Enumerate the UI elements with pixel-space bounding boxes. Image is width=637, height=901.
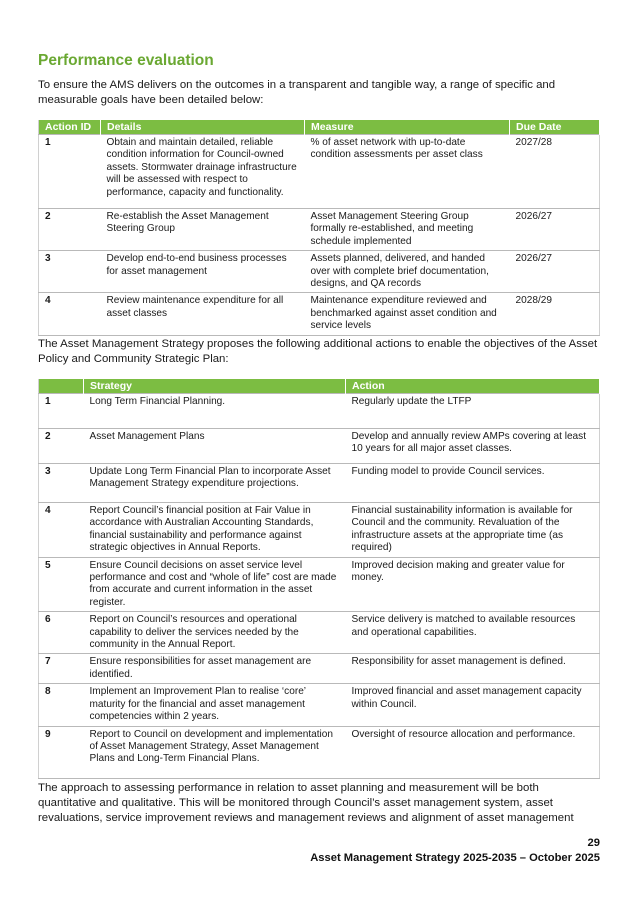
- row-number-cell: 5: [39, 557, 84, 612]
- due-date-cell: 2026/27: [510, 209, 600, 251]
- strategy-cell: Long Term Financial Planning.: [84, 394, 346, 429]
- action-cell: Improved decision making and greater value for money.: [346, 557, 600, 612]
- table-row: [39, 612, 600, 654]
- action-cell: Oversight of resource allocation and performance.: [346, 726, 600, 778]
- row-number-cell: 9: [39, 726, 84, 778]
- goals-header-row: [39, 120, 600, 135]
- action-id-cell: 1: [39, 135, 101, 209]
- col-header-details: Details: [101, 120, 305, 135]
- row-number-cell: 1: [39, 394, 84, 429]
- action-cell: Service delivery is matched to available resources and operational capabilities.: [346, 612, 600, 654]
- table-row: [39, 293, 600, 335]
- actions-header-row: [39, 379, 600, 394]
- details-cell: Re-establish the Asset Management Steering Group: [101, 209, 305, 251]
- page-number: 29: [587, 837, 600, 849]
- table-row: [39, 394, 600, 429]
- strategy-cell: Report to Council on development and implementation of Asset Management Strategy, Asset Management Plans and Long-Term Financial Plans.: [84, 726, 346, 778]
- measure-cell: Asset Management Steering Group formally re-established, and meeting schedule implemented: [305, 209, 510, 251]
- details-cell: Develop end-to-end business processes for asset management: [101, 251, 305, 293]
- row-number-cell: 3: [39, 464, 84, 503]
- action-cell: Regularly update the LTFP: [346, 394, 600, 429]
- col-header-due-date: Due Date: [510, 120, 600, 135]
- strategy-cell: Implement an Improvement Plan to realise ‘core’ maturity for the financial and asset management competencies within 2 years.: [84, 684, 346, 726]
- col-header-action: Action: [346, 379, 600, 394]
- row-number-cell: 8: [39, 684, 84, 726]
- intro-paragraph: To ensure the AMS delivers on the outcomes in a transparent and tangible way, a range of specific and measurable goals have been detailed below:: [38, 79, 556, 106]
- due-date-cell: 2028/29: [510, 293, 600, 335]
- action-id-cell: 4: [39, 293, 101, 335]
- col-header-number: [39, 379, 84, 394]
- goals-table: [38, 120, 600, 336]
- details-cell: Review maintenance expenditure for all asset classes: [101, 293, 305, 335]
- col-header-measure: Measure: [305, 120, 510, 135]
- col-header-strategy: Strategy: [84, 379, 346, 394]
- table-row: [39, 135, 600, 209]
- action-id-cell: 3: [39, 251, 101, 293]
- table-row: [39, 209, 600, 251]
- table-row: [39, 503, 600, 558]
- row-number-cell: 2: [39, 429, 84, 464]
- col-header-action-id: Action ID: [39, 120, 101, 135]
- table-row: [39, 429, 600, 464]
- row-number-cell: 6: [39, 612, 84, 654]
- table-row: [39, 654, 600, 684]
- table-row: [39, 726, 600, 778]
- action-id-cell: 2: [39, 209, 101, 251]
- actions-table: [38, 379, 600, 779]
- row-number-cell: 4: [39, 503, 84, 558]
- strategy-cell: Ensure responsibilities for asset management are identified.: [84, 654, 346, 684]
- measure-cell: Maintenance expenditure reviewed and benchmarked against asset condition and service levels: [305, 293, 510, 335]
- strategy-cell: Report on Council’s resources and operational capability to deliver the services needed by the community in the Annual Report.: [84, 612, 346, 654]
- table-row: [39, 557, 600, 612]
- measure-cell: Assets planned, delivered, and handed over with complete brief documentation, designs, and QA records: [305, 251, 510, 293]
- due-date-cell: 2027/28: [510, 135, 600, 209]
- action-cell: Responsibility for asset management is defined.: [346, 654, 600, 684]
- table-row: [39, 251, 600, 293]
- strategy-cell: Update Long Term Financial Plan to incorporate Asset Management Strategy expenditure projections.: [84, 464, 346, 503]
- due-date-cell: 2026/27: [510, 251, 600, 293]
- section-heading: Performance evaluation: [38, 52, 214, 69]
- row-number-cell: 7: [39, 654, 84, 684]
- details-cell: Obtain and maintain detailed, reliable condition information for Council-owned assets. Stormwater drainage infrastructure will be assessed with respect to performance, capacity and functionality.: [101, 135, 305, 209]
- action-cell: Funding model to provide Council services.: [346, 464, 600, 503]
- action-cell: Financial sustainability information is available for Council and the community. Revaluation of the infrastructure assets at the appropriate time (as required): [346, 503, 600, 558]
- action-cell: Improved financial and asset management capacity within Council.: [346, 684, 600, 726]
- strategy-cell: Report Council’s financial position at Fair Value in accordance with Australian Accounting Standards, financial sustainability and performance against strategic objectives in Annual Reports.: [84, 503, 346, 558]
- strategy-cell: Ensure Council decisions on asset service level performance and cost and “whole of life” cost are made from accurate and current information in the asset register.: [84, 557, 346, 612]
- action-cell: Develop and annually review AMPs covering at least 10 years for all major asset classes.: [346, 429, 600, 464]
- measure-cell: % of asset network with up-to-date condition assessments per asset class: [305, 135, 510, 209]
- actions-intro-paragraph: The Asset Management Strategy proposes the following additional actions to enable the objectives of the Asset Policy and Community Strategic Plan:: [38, 338, 598, 365]
- closing-paragraph: The approach to assessing performance in relation to asset planning and measurement will be both quantitative and qualitative. This will be monitored through Council’s asset management system, asset revaluations, service improvement reviews and management reviews and alignment of asset management: [38, 782, 574, 824]
- table-row: [39, 684, 600, 726]
- document-title: Asset Management Strategy 2025-2035 – October 2025: [310, 852, 600, 864]
- strategy-cell: Asset Management Plans: [84, 429, 346, 464]
- table-row: [39, 464, 600, 503]
